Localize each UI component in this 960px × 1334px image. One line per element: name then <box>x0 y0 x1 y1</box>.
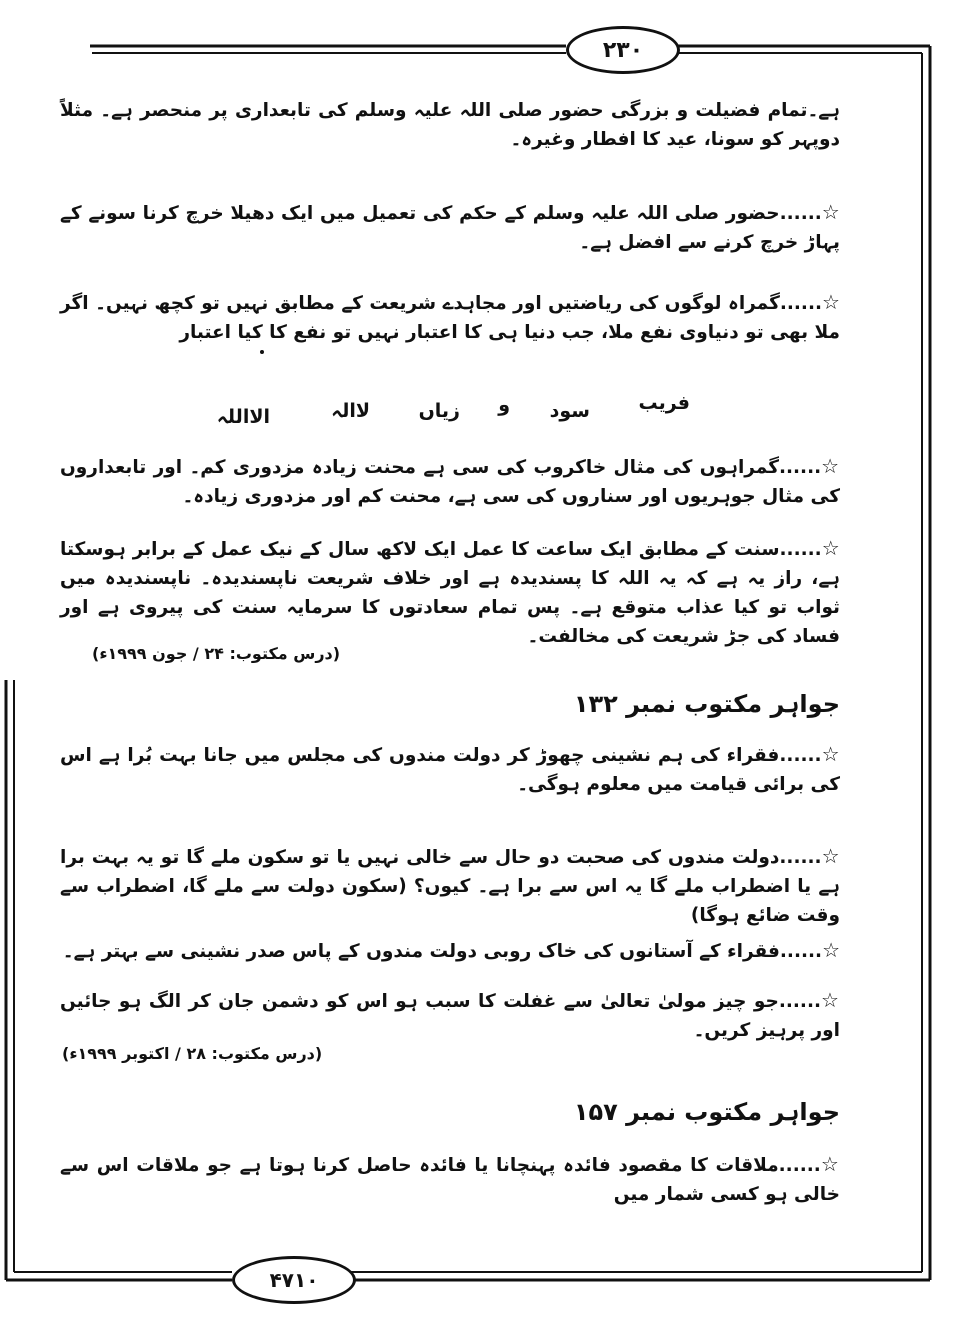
list-item <box>60 534 840 651</box>
paragraph-text: حضور صلی اللہ علیہ وسلم کے حکم کی تعمیل میں ایک دھیلا خرچ کرنا سونے کے پہاڑ خرچ کرنے سے افضل ہے۔ <box>60 203 840 253</box>
verse-word: و <box>498 394 510 416</box>
list-item <box>60 198 840 257</box>
verse-word: زیاں <box>418 400 460 422</box>
paragraph-text: جو چیز مولیٰ تعالیٰ سے غفلت کا سبب ہو اس کو دشمن جان کر الگ ہو جائیں اور پرہیز کریں۔ <box>60 991 840 1041</box>
verse-word: سود <box>549 400 590 422</box>
page-number-top: ۲۳۰ <box>566 26 680 74</box>
list-item <box>60 986 840 1045</box>
star-icon: ☆ <box>821 536 841 560</box>
list-item <box>60 452 840 511</box>
star-icon: ☆ <box>822 938 840 962</box>
ellipsis: ...... <box>779 745 822 766</box>
citation-2: (درس مکتوب: ۲۸ / اکتوبر ۱۹۹۹ء) <box>62 1044 323 1063</box>
star-icon: ☆ <box>822 290 840 314</box>
star-icon: ☆ <box>821 742 840 766</box>
list-item <box>60 842 840 930</box>
verse-word: فریب <box>638 392 690 414</box>
verse-word: لاالہ <box>331 400 370 422</box>
ellipsis: ...... <box>779 847 822 868</box>
list-item <box>60 740 840 799</box>
page-number-bottom: ۴۷۱۰ <box>232 1256 356 1304</box>
star-icon: ☆ <box>820 1152 840 1176</box>
star-icon: ☆ <box>821 844 840 868</box>
paragraph-text: دولت مندوں کی صحبت دو حال سے خالی نہیں یا تو سکون ملے گا تو یہ بہت برا ہے یا اضطراب ملے گا یہ اس سے برا ہے۔ کیوں؟ (سکون دولت سے ملے گا، اضطراب سے وقت ضائع ہوگا) <box>60 847 840 926</box>
ellipsis: ...... <box>779 941 823 962</box>
paragraph-text: فقراء کی ہم نشینی چھوڑ کر دولت مندوں کی مجلس میں جانا بہت بُرا ہے اس کی برائی قیامت میں معلوم ہوگی۔ <box>60 745 840 795</box>
paragraph-text: سنت کے مطابق ایک ساعت کا عمل ایک لاکھ سال کے نیک عمل کے برابر ہوسکتا ہے، راز یہ ہے کہ یہ اللہ کا پسندیدہ ہے اور خلاف شریعت ناپسندیدہ۔ ناپسندیدہ میں ثواب تو کیا عذاب متوقع ہے۔ پس تمام سعادتوں کا سرمایہ سنت کی پیروی ہے اور فساد کی جڑ شریعت کی مخالفت۔ <box>60 539 840 647</box>
list-item <box>60 288 840 347</box>
citation-1: (درس مکتوب: ۲۴ / جون ۱۹۹۹ء) <box>92 644 341 663</box>
verse-line <box>200 392 690 452</box>
ellipsis: ...... <box>778 991 822 1012</box>
ellipsis: ...... <box>779 539 822 560</box>
ellipsis: ...... <box>778 1155 821 1176</box>
paragraph-text: گمراہوں کی مثال خاکروب کی سی ہے محنت زیادہ مزدوری کم۔ اور تابعداروں کی مثال جوہریوں اور سناروں کی سی ہے، محنت کم اور مزدوری زیادہ۔ <box>60 457 840 507</box>
paragraph-text: فقراء کے آستانوں کی خاک روبی دولت مندوں کے پاس صدر نشینی سے بہتر ہے۔ <box>62 941 780 962</box>
verse-word: الااللہ <box>216 406 270 428</box>
star-icon: ☆ <box>821 988 840 1012</box>
paragraph-text: گمراہ لوگوں کی ریاضتیں اور مجاہدے شریعت کے مطابق نہیں تو کچھ نہیں۔ اگر ملا بھی تو دنیاوی نفع ملا، جب دنیا ہی کا اعتبار نہیں تو نفع کا کیا اعتبار <box>60 293 840 343</box>
section-heading-132: جواہر مکتوب نمبر ۱۳۲ <box>573 690 840 718</box>
star-icon: ☆ <box>821 454 840 478</box>
paragraph-text: ملاقات کا مقصود فائدہ پہنچانا یا فائدہ حاصل کرنا ہوتا ہے جو ملاقات اس سے خالی ہو کسی شمار میں <box>60 1155 840 1205</box>
ellipsis: ...... <box>779 293 822 314</box>
ellipsis: ...... <box>778 457 822 478</box>
paragraph-continuation <box>60 96 840 154</box>
section-heading-157: جواہر مکتوب نمبر ۱۵۷ <box>573 1098 840 1126</box>
list-item <box>60 936 840 966</box>
star-icon: ☆ <box>821 200 841 224</box>
ellipsis: ...... <box>779 203 822 224</box>
paragraph-text: ہے۔تمام فضیلت و بزرگی حضور صلی اللہ علیہ وسلم کی تابعداری پر منحصر ہے۔ مثلاً دوپہر کو سونا، عید کا افطار وغیرہ۔ <box>60 100 840 150</box>
list-item <box>60 1150 840 1209</box>
